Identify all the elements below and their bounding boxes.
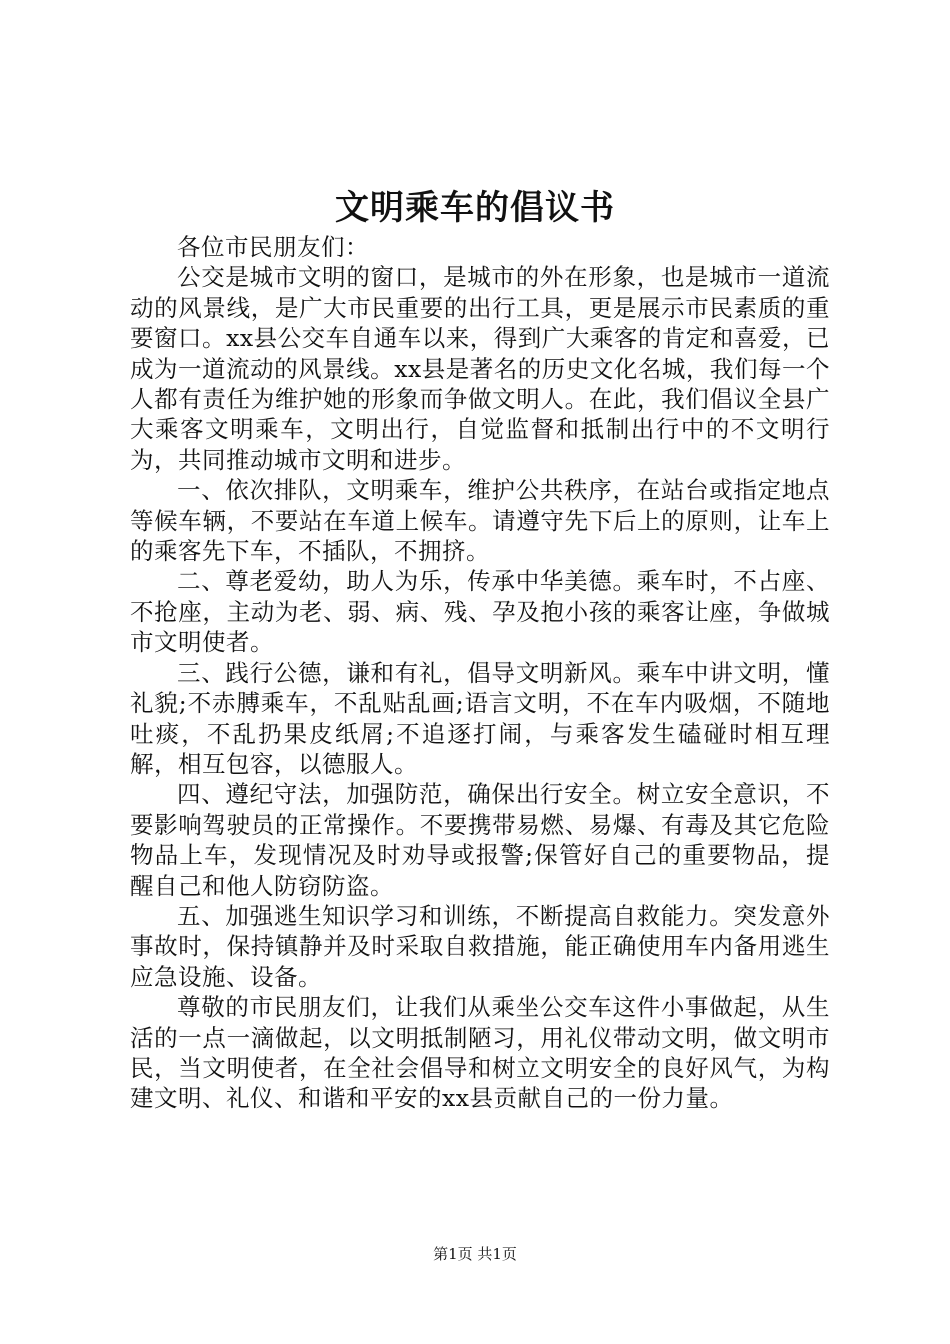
paragraph-item-2: 二、尊老爱幼，助人为乐，传承中华美德。乘车时，不占座、不抢座，主动为老、弱、病、残、孕及抱小孩的乘客让座，争做城市文明使者。: [130, 567, 830, 657]
paragraph-item-5: 五、加强逃生知识学习和训练，不断提高自救能力。突发意外事故时，保持镇静并及时采取自救措施，能正确使用车内备用逃生应急设施、设备。: [130, 901, 830, 991]
page-number-footer: 第1页 共1页: [433, 1245, 517, 1263]
document-title: 文明乘车的倡议书: [335, 188, 615, 228]
paragraph-item-3: 三、践行公德，谦和有礼，倡导文明新风。乘车中讲文明，懂礼貌;不赤膊乘车，不乱贴乱画;语言文明，不在车内吸烟，不随地吐痰，不乱扔果皮纸屑;不追逐打闹，与乘客发生磕碰时相互理解，相互包容，以德服人。: [130, 658, 830, 778]
paragraph-closing: 尊敬的市民朋友们，让我们从乘坐公交车这件小事做起，从生活的一点一滴做起，以文明抵制陋习，用礼仪带动文明，做文明市民，当文明使者，在全社会倡导和树立文明安全的良好风气，为构建文明、礼仪、和谐和平安的xx县贡献自己的一份力量。: [130, 993, 830, 1113]
paragraph-intro: 公交是城市文明的窗口，是城市的外在形象，也是城市一道流动的风景线，是广大市民重要的出行工具，更是展示市民素质的重要窗口。xx县公交车自通车以来，得到广大乘客的肯定和喜爱，已成为一道流动的风景线。xx县是著名的历史文化名城，我们每一个人都有责任为维护她的形象而争做文明人。在此，我们倡议全县广大乘客文明乘车，文明出行，自觉监督和抵制出行中的不文明行为，共同推动城市文明和进步。: [130, 263, 830, 474]
document-body: [130, 232, 830, 1114]
paragraph-item-4: 四、遵纪守法，加强防范，确保出行安全。树立安全意识，不要影响驾驶员的正常操作。不要携带易燃、易爆、有毒及其它危险物品上车，发现情况及时劝导或报警;保管好自己的重要物品，提醒自己和他人防窃防盗。: [130, 780, 830, 900]
salutation: 各位市民朋友们：: [177, 233, 369, 261]
paragraph-item-1: 一、依次排队，文明乘车，维护公共秩序，在站台或指定地点等候车辆，不要站在车道上候车。请遵守先下后上的原则，让车上的乘客先下车，不插队，不拥挤。: [130, 476, 830, 566]
